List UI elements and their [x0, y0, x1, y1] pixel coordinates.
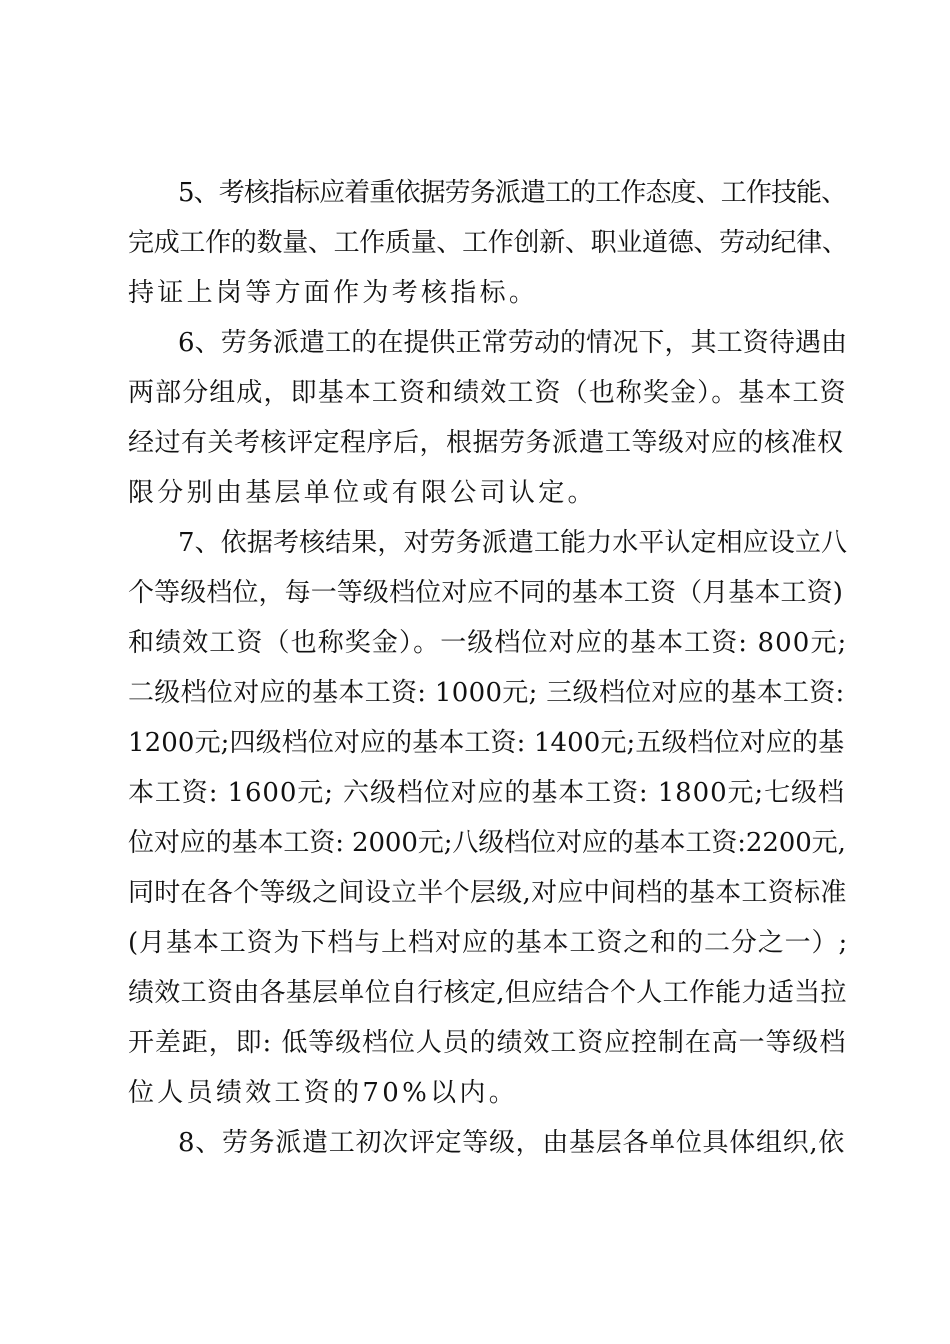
text-line: 限分别由基层单位或有限公司认定。 — [128, 478, 597, 508]
text-line: 7、依据考核结果，对劳务派遣工能力水平认定相应设立八 — [178, 528, 848, 558]
text-line: 位人员绩效工资的70%以内。 — [128, 1078, 518, 1108]
text-line: 和绩效工资（也称奖金）。一级档位对应的基本工资: 800元; — [128, 628, 848, 658]
text-line: 5、考核指标应着重依据劳务派遣工的工作态度、工作技能、 — [178, 178, 847, 208]
text-line: 6、劳务派遣工的在提供正常劳动的情况下，其工资待遇由 — [178, 328, 848, 358]
text-line: 同时在各个等级之间设立半个层级,对应中间档的基本工资标准 — [128, 878, 847, 908]
document-body — [128, 168, 848, 1168]
text-line: 开差距，即: 低等级档位人员的绩效工资应控制在高一等级档 — [128, 1028, 847, 1058]
text-line: 绩效工资由各基层单位自行核定,但应结合个人工作能力适当拉 — [128, 978, 847, 1008]
text-line: (月基本工资为下档与上档对应的基本工资之和的二分之一）; — [128, 928, 849, 958]
text-line: 二级档位对应的基本工资: 1000元; 三级档位对应的基本工资: — [128, 678, 845, 708]
text-line: 经过有关考核评定程序后，根据劳务派遣工等级对应的核准权 — [128, 428, 844, 458]
text-line: 两部分组成，即基本工资和绩效工资（也称奖金）。基本工资 — [128, 378, 847, 408]
text-line: 8、劳务派遣工初次评定等级，由基层各单位具体组织,依 — [178, 1128, 846, 1158]
text-line: 持证上岗等方面作为考核指标。 — [128, 278, 539, 308]
text-line: 本工资: 1600元; 六级档位对应的基本工资: 1800元;七级档 — [128, 778, 845, 808]
text-line: 位对应的基本工资: 2000元;八级档位对应的基本工资:2200元, — [128, 828, 846, 858]
text-line: 1200元;四级档位对应的基本工资: 1400元;五级档位对应的基 — [128, 728, 845, 758]
text-line: 个等级档位，每一等级档位对应不同的基本工资（月基本工资) — [128, 578, 843, 608]
paragraph-6 — [128, 318, 848, 518]
text-line: 完成工作的数量、工作质量、工作创新、职业道德、劳动纪律、 — [128, 228, 848, 258]
paragraph-5 — [128, 168, 848, 318]
paragraph-8 — [128, 1118, 848, 1168]
paragraph-7 — [128, 518, 848, 1118]
